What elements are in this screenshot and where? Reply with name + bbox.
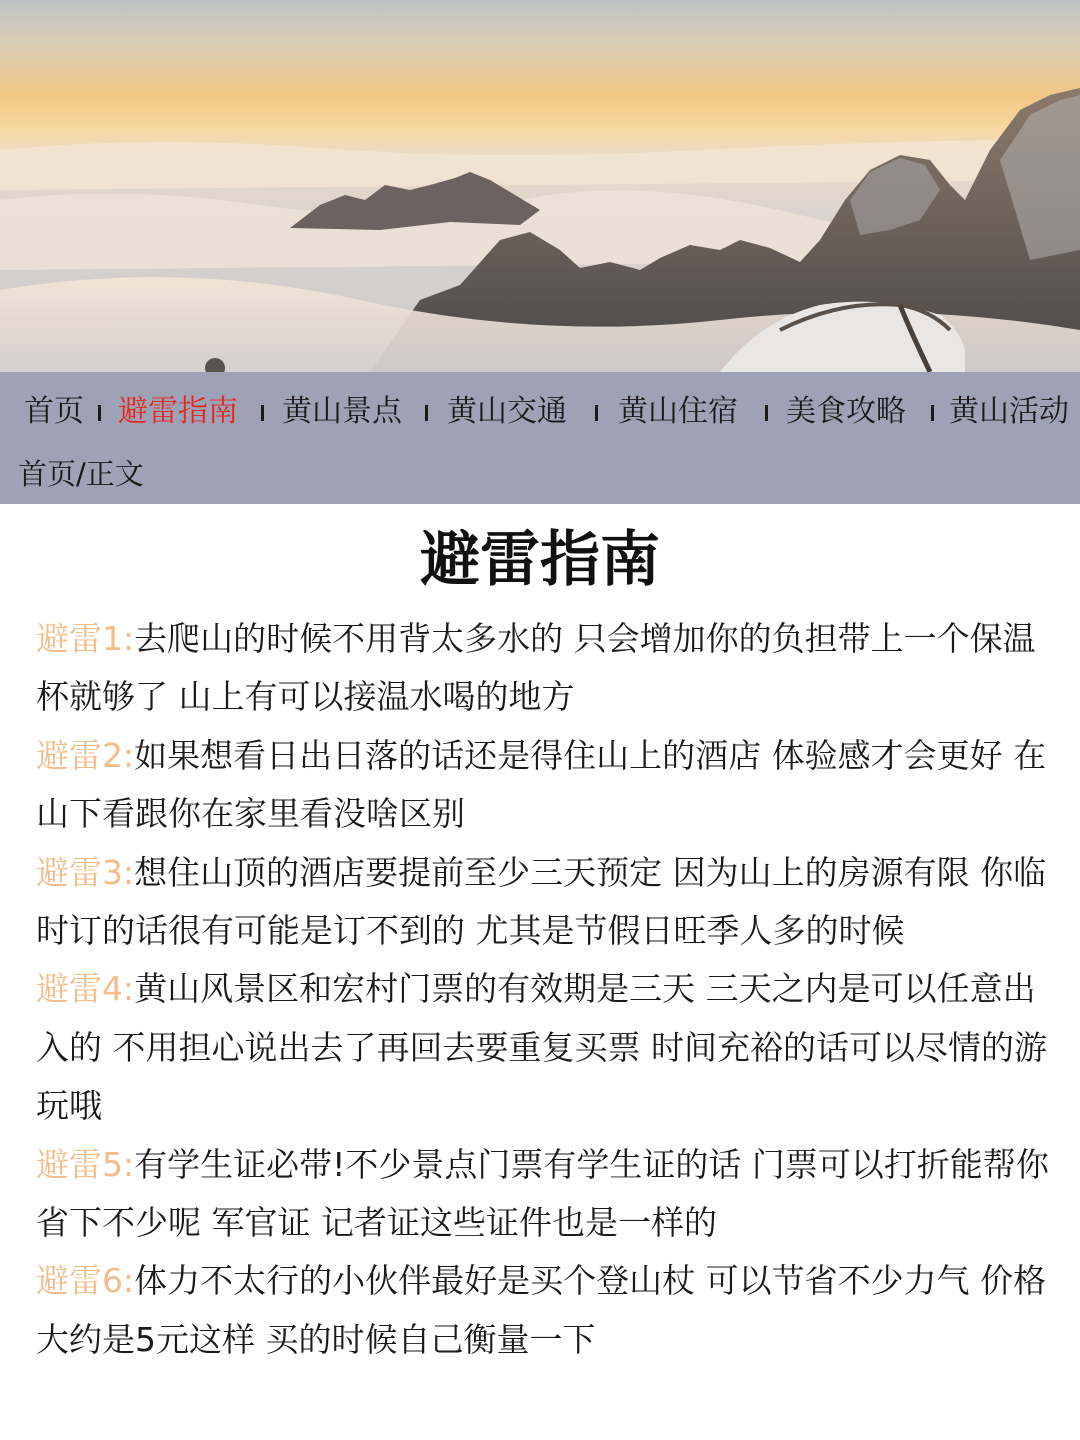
tip-text: 去爬山的时候不用背太多水的 只会增加你的负担带上一个保温杯就够了 山上有可以接温水喝的地方 xyxy=(36,619,1036,717)
breadcrumb[interactable]: 首页/正文 xyxy=(18,457,144,491)
tip-item xyxy=(36,844,1056,961)
tip-tag: 避雷1: xyxy=(36,619,135,658)
nav-item-scenic-spots[interactable]: 黄山景点 xyxy=(282,394,402,429)
nav-item-home[interactable]: 首页 xyxy=(24,394,84,429)
tip-item xyxy=(36,960,1056,1135)
page-title: 避雷指南 xyxy=(420,525,660,595)
mountain-sunrise-illustration xyxy=(0,0,1080,372)
tip-item xyxy=(36,610,1056,727)
nav-item-food[interactable]: 美食攻略 xyxy=(786,394,906,429)
nav-separator xyxy=(931,405,934,421)
nav-separator xyxy=(425,405,428,421)
nav-separator xyxy=(595,405,598,421)
tip-text: 想住山顶的酒店要提前至少三天预定 因为山上的房源有限 你临时订的话很有可能是订不到的 尤其是节假日旺季人多的时候 xyxy=(36,852,1047,951)
nav-item-transport[interactable]: 黄山交通 xyxy=(447,394,567,429)
nav-separator xyxy=(765,405,768,421)
tip-text: 体力不太行的小伙伴最好是买个登山杖 可以节省不少力气 价格大约是5元这样 买的时候自己衡量一下 xyxy=(36,1261,1047,1359)
nav-item-lodging[interactable]: 黄山住宿 xyxy=(618,394,738,429)
hero-image xyxy=(0,0,1080,372)
tip-item xyxy=(36,1252,1056,1369)
tip-tag: 避雷5: xyxy=(36,1144,135,1184)
tip-tag: 避雷4: xyxy=(36,969,135,1009)
nav-separator xyxy=(98,405,101,421)
main-nav xyxy=(0,392,1080,432)
tip-tag: 避雷3: xyxy=(36,852,135,892)
nav-band xyxy=(0,372,1080,504)
tip-tag: 避雷6: xyxy=(36,1261,135,1301)
tip-text: 黄山风景区和宏村门票的有效期是三天 三天之内是可以任意出入的 不用担心说出去了再回去要重复买票 时间充裕的话可以尽情的游玩哦 xyxy=(36,969,1047,1126)
nav-item-avoid-guide[interactable]: 避雷指南 xyxy=(118,394,238,429)
tip-text: 有学生证必带!不少景点门票有学生证的话 门票可以打折能帮你省下不少呢 军官证 记者证这些证件也是一样的 xyxy=(36,1144,1049,1243)
tip-item xyxy=(36,727,1056,844)
tip-text: 如果想看日出日落的话还是得住山上的酒店 体验感才会更好 在山下看跟你在家里看没啥区别 xyxy=(36,735,1047,834)
tips-list xyxy=(36,610,1056,1369)
tip-item xyxy=(36,1136,1056,1253)
nav-separator xyxy=(261,405,264,421)
nav-item-activities[interactable]: 黄山活动 xyxy=(949,394,1069,429)
tip-tag: 避雷2: xyxy=(36,735,135,775)
